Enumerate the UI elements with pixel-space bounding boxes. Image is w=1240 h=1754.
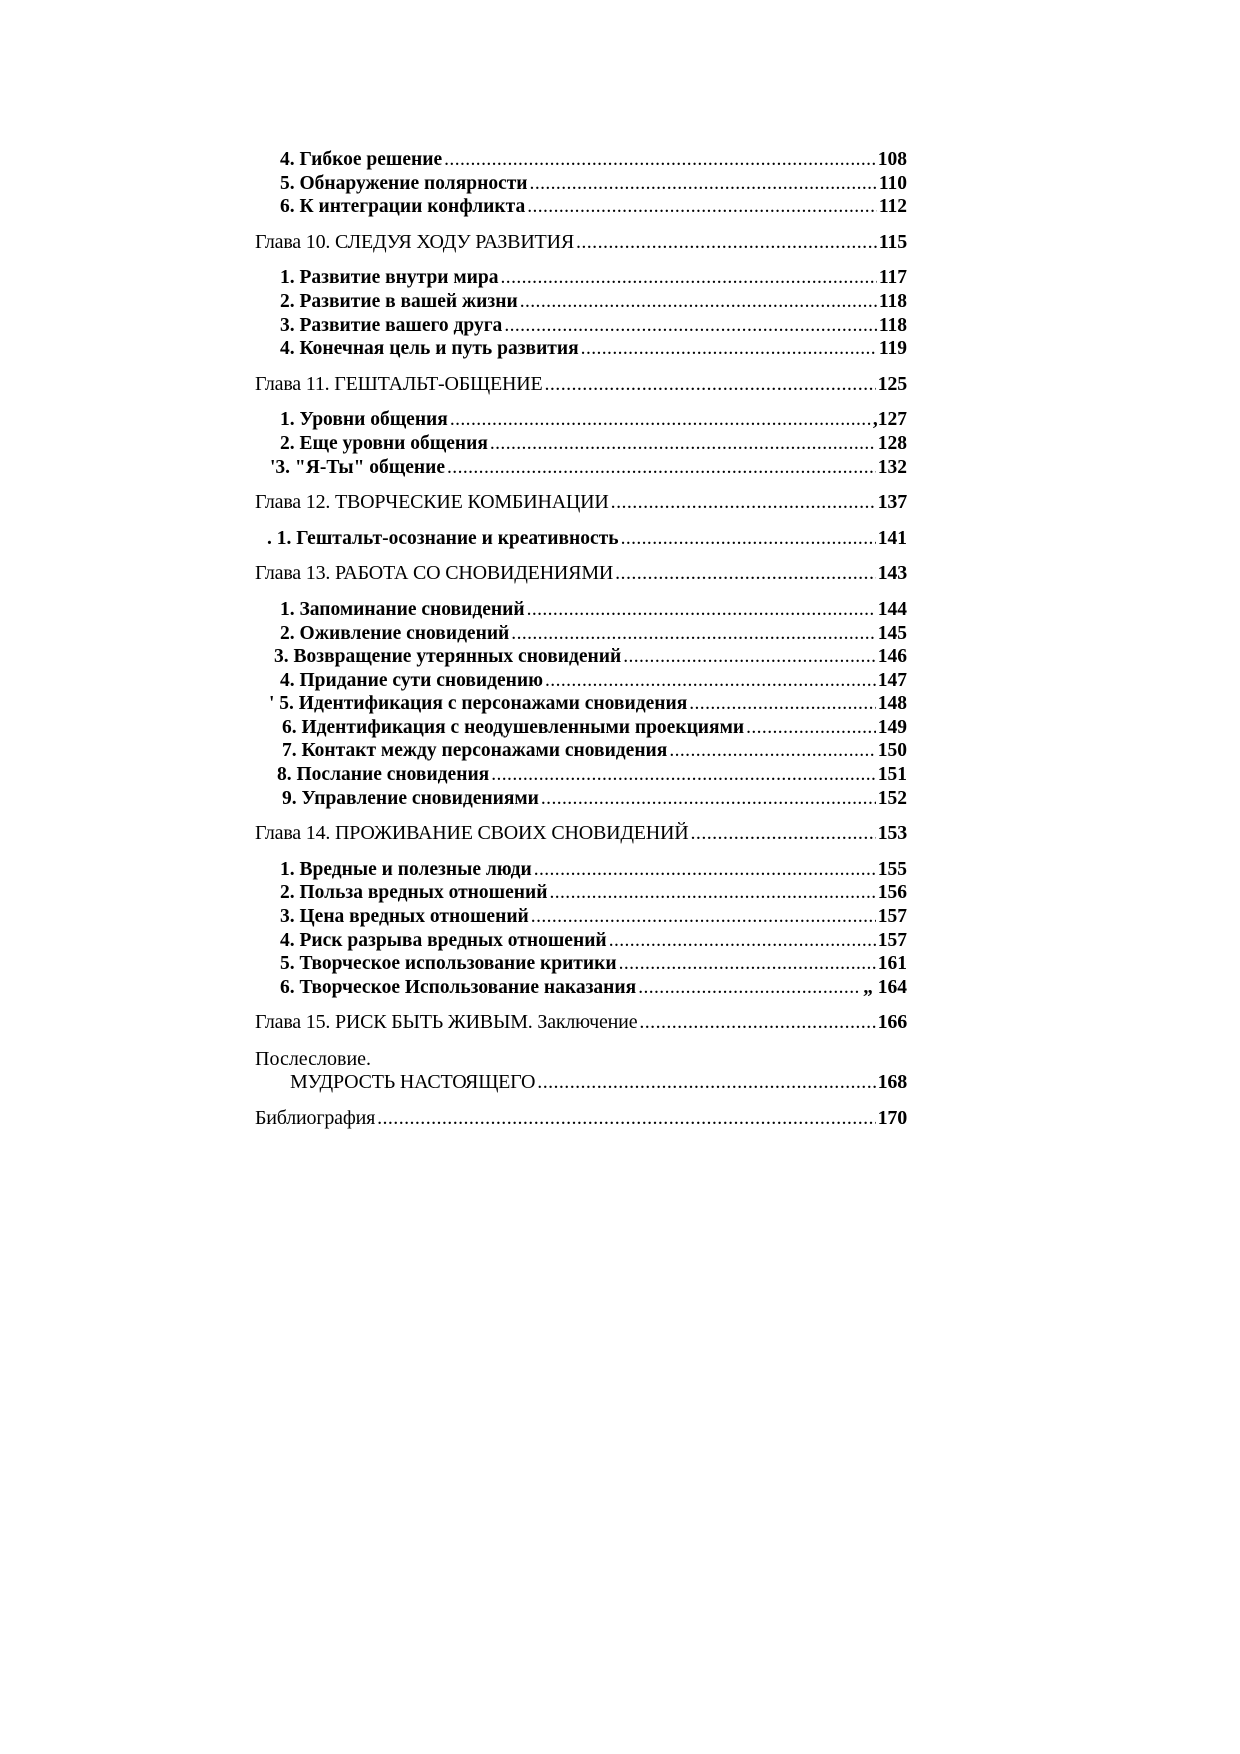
- toc-leader-dots: [541, 787, 876, 811]
- toc-entry-title: Глава 14. ПРОЖИВАНИЕ СВОИХ СНОВИДЕНИЙ: [255, 822, 689, 845]
- toc-page-number: 108: [877, 149, 907, 170]
- toc-leader-dots: [490, 432, 876, 456]
- toc-leader-dots: [615, 562, 875, 586]
- toc-entry-title: 3. Развитие вашего друга: [280, 314, 503, 336]
- toc-section-entry: [255, 290, 907, 314]
- table-of-contents: [255, 148, 907, 1130]
- toc-chapter-entry: [255, 1071, 907, 1095]
- toc-section-entry: [255, 881, 907, 905]
- toc-page-number: 115: [878, 230, 907, 253]
- toc-chapter-entry: [255, 231, 907, 255]
- toc-section-entry: [255, 456, 907, 480]
- toc-spacer: [255, 479, 907, 491]
- toc-section-entry: [255, 314, 907, 338]
- toc-leader-dots: [581, 337, 877, 361]
- toc-spacer: [255, 550, 907, 562]
- toc-section-entry: [255, 858, 907, 882]
- toc-page-number: 117: [878, 267, 907, 289]
- toc-leader-dots: [611, 491, 876, 515]
- toc-section-entry: [255, 266, 907, 290]
- toc-entry-title: 9. Управление сновидениями: [282, 787, 539, 809]
- toc-section-entry: [255, 337, 907, 361]
- toc-page-number: 118: [878, 290, 907, 312]
- toc-spacer: [255, 361, 907, 373]
- toc-page-number: 151: [877, 764, 907, 786]
- toc-entry-title: 8. Послание сновидения: [277, 764, 490, 786]
- toc-page-number: 149: [877, 716, 907, 738]
- toc-page-number: 156: [877, 882, 907, 904]
- toc-leader-dots: [450, 408, 871, 432]
- toc-section-entry: [255, 148, 907, 172]
- toc-leader-dots: [527, 598, 876, 622]
- toc-page-number: „ 164: [863, 976, 907, 998]
- toc-entry-title: 6. К интеграции конфликта: [280, 196, 526, 218]
- toc-page-number: 110: [878, 172, 907, 194]
- toc-page-number: 150: [877, 740, 907, 762]
- toc-entry-title: 1. Уровни общения: [280, 409, 448, 431]
- toc-leader-dots: [623, 645, 876, 669]
- toc-page-number: 148: [877, 693, 907, 715]
- toc-page-number: 161: [877, 953, 907, 975]
- toc-entry-title: Глава 10. СЛЕДУЯ ХОДУ РАЗВИТИЯ: [255, 230, 574, 253]
- toc-section-entry: [255, 976, 907, 1000]
- toc-page-number: 146: [877, 646, 907, 668]
- toc-spacer: [255, 254, 907, 266]
- toc-page-number: 144: [877, 598, 907, 620]
- toc-leader-dots: [669, 739, 875, 763]
- toc-chapter-entry: [255, 491, 907, 515]
- toc-entry-title: ' 5. Идентификация с персонажами сновидения: [269, 693, 688, 715]
- toc-leader-dots: [691, 822, 876, 846]
- toc-entry-title: 2. Развитие в вашей жизни: [280, 290, 518, 312]
- toc-spacer: [255, 219, 907, 231]
- toc-page-number: 118: [878, 314, 907, 336]
- toc-entry-title: 6. Идентификация с неодушевленными проекциями: [282, 716, 745, 738]
- toc-leader-dots: [444, 148, 876, 172]
- toc-page-number: 155: [877, 858, 907, 880]
- toc-leader-dots: [609, 929, 876, 953]
- toc-entry-title: 2. Оживление сновидений: [280, 622, 510, 644]
- toc-section-entry: [255, 432, 907, 456]
- toc-page-number: 145: [877, 622, 907, 644]
- toc-leader-dots: [576, 231, 877, 255]
- toc-page-number: 157: [877, 929, 907, 951]
- toc-leader-dots: [545, 669, 876, 693]
- toc-entry-title: 5. Творческое использование критики: [280, 953, 617, 975]
- toc-leader-dots: [638, 976, 861, 1000]
- toc-page-number: 157: [877, 906, 907, 928]
- toc-page-number: 152: [877, 787, 907, 809]
- toc-leader-dots: [531, 905, 876, 929]
- toc-page-number: 128: [877, 432, 907, 454]
- toc-entry-title: 2. Польза вредных отношений: [280, 882, 548, 904]
- toc-entry-title: Библиография: [255, 1106, 376, 1129]
- toc-spacer: [255, 515, 907, 527]
- toc-spacer: [255, 1035, 907, 1047]
- toc-page-number: 137: [877, 491, 907, 514]
- toc-leader-dots: [537, 1071, 875, 1095]
- toc-entry-title: 1. Вредные и полезные люди: [280, 858, 532, 880]
- toc-entry-title: 2. Еще уровни общения: [280, 432, 488, 454]
- toc-spacer: [255, 1095, 907, 1107]
- toc-page-number: 143: [877, 562, 907, 585]
- toc-page-number: 153: [877, 822, 907, 845]
- toc-leader-dots: [545, 373, 876, 397]
- toc-leader-dots: [621, 527, 876, 551]
- toc-section-entry: [255, 645, 907, 669]
- toc-entry-title: 1. Развитие внутри мира: [280, 267, 499, 289]
- toc-section-entry: [255, 787, 907, 811]
- toc-spacer: [255, 846, 907, 858]
- toc-leader-dots: [689, 692, 876, 716]
- toc-entry-title: 7. Контакт между персонажами сновидения: [282, 740, 668, 762]
- toc-entry-title: 3. Цена вредных отношений: [280, 906, 529, 928]
- toc-leader-dots: [530, 172, 877, 196]
- toc-leader-dots: [511, 622, 875, 646]
- toc-section-entry: [255, 598, 907, 622]
- toc-entry-title: Глава 12. ТВОРЧЕСКИЕ КОМБИНАЦИИ: [255, 491, 609, 514]
- toc-leader-dots: [619, 952, 876, 976]
- toc-page-number: 168: [877, 1071, 907, 1093]
- toc-leader-dots: [549, 881, 875, 905]
- toc-page-number: 141: [877, 527, 907, 549]
- toc-section-entry: [255, 929, 907, 953]
- toc-page-number: 112: [878, 196, 907, 218]
- toc-chapter-entry: [255, 822, 907, 846]
- toc-entry-title: 5. Обнаружение полярности: [280, 172, 528, 194]
- toc-leader-dots: [639, 1011, 875, 1035]
- toc-entry-title: '3. "Я-Ты" общение: [270, 456, 446, 478]
- toc-entry-title: 4. Конечная цель и путь развития: [280, 338, 579, 360]
- toc-leader-dots: [447, 456, 876, 480]
- toc-page-number: 119: [878, 338, 907, 360]
- toc-leader-dots: [504, 314, 877, 338]
- toc-section-entry: [255, 172, 907, 196]
- toc-section-entry: [255, 905, 907, 929]
- toc-entry-title: 4. Придание сути сновидению: [280, 669, 544, 691]
- toc-entry-title: 3. Возвращение утерянных сновидений: [274, 646, 622, 668]
- toc-chapter-entry: [255, 562, 907, 586]
- toc-spacer: [255, 999, 907, 1011]
- toc-page-number: 170: [877, 1106, 907, 1129]
- toc-entry-title: Послесловие.: [255, 1048, 372, 1070]
- toc-spacer: [255, 810, 907, 822]
- toc-entry-title: 6. Творческое Использование наказания: [280, 976, 637, 998]
- toc-section-entry: [255, 692, 907, 716]
- toc-page-number: 132: [877, 456, 907, 478]
- toc-page-number: 166: [877, 1011, 907, 1034]
- toc-leader-dots: [377, 1107, 876, 1131]
- toc-chapter-entry: [255, 1011, 907, 1035]
- toc-chapter-entry: [255, 373, 907, 397]
- toc-section-entry: [255, 716, 907, 740]
- toc-leader-dots: [746, 716, 876, 740]
- toc-section-entry: [255, 527, 907, 551]
- toc-section-entry: [255, 739, 907, 763]
- toc-section-entry: [255, 952, 907, 976]
- toc-section-entry: [255, 622, 907, 646]
- toc-entry-title: Глава 13. РАБОТА СО СНОВИДЕНИЯМИ: [255, 562, 614, 585]
- toc-section-entry: [255, 408, 907, 432]
- toc-page-number: ,127: [872, 409, 907, 431]
- toc-page-number: 125: [877, 372, 907, 395]
- toc-entry-title: 4. Риск разрыва вредных отношений: [280, 929, 607, 951]
- toc-entry-title: Глава 11. ГЕШТАЛЬТ-ОБЩЕНИЕ: [255, 372, 543, 395]
- toc-section-entry: [255, 195, 907, 219]
- toc-leader-dots: [501, 266, 877, 290]
- toc-section-entry: [255, 763, 907, 787]
- toc-entry-title: МУДРОСТЬ НАСТОЯЩЕГО: [290, 1071, 536, 1093]
- toc-spacer: [255, 396, 907, 408]
- toc-entry-title: 4. Гибкое решение: [280, 149, 443, 170]
- toc-leader-dots: [491, 763, 876, 787]
- toc-entry-title: Глава 15. РИСК БЫТЬ ЖИВЫМ. Заключение: [255, 1011, 638, 1034]
- toc-section-entry: [255, 669, 907, 693]
- toc-chapter-entry: [255, 1107, 907, 1131]
- toc-entry-title: . 1. Гештальт-осознание и креативность: [267, 527, 619, 549]
- toc-spacer: [255, 586, 907, 598]
- toc-entry-title: 1. Запоминание сновидений: [280, 598, 525, 620]
- toc-page-number: 147: [877, 669, 907, 691]
- toc-heading: [255, 1047, 907, 1071]
- toc-leader-dots: [534, 858, 876, 882]
- toc-leader-dots: [520, 290, 877, 314]
- toc-leader-dots: [527, 195, 877, 219]
